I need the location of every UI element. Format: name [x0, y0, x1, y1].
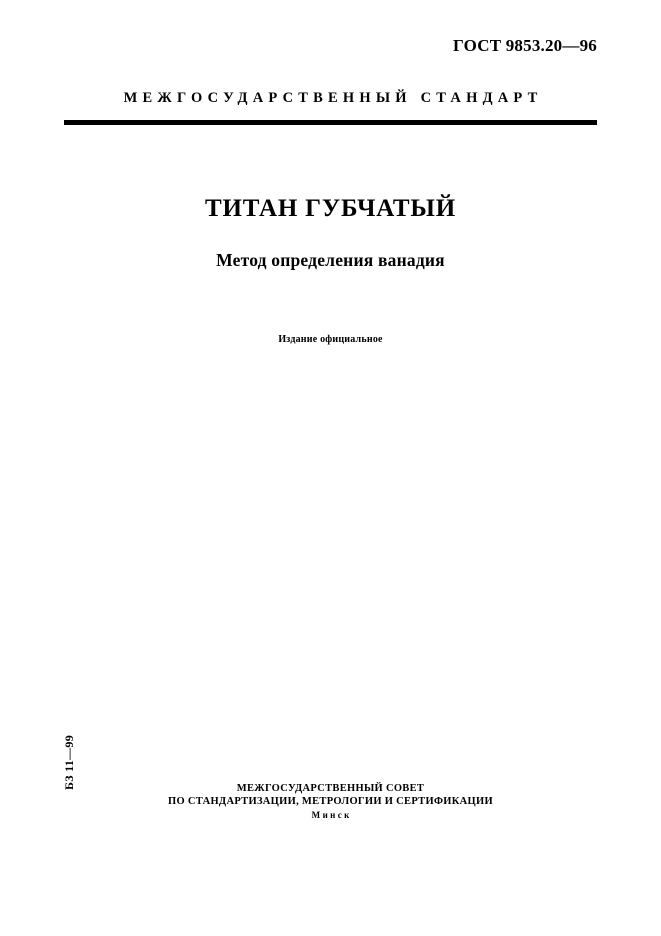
official-edition-note: Издание официальное	[278, 334, 383, 345]
page-subtitle: Метод определения ванадия	[216, 250, 445, 270]
header-divider-rule	[64, 120, 597, 125]
standard-number: ГОСТ 9853.20—96	[453, 36, 597, 55]
footer-organization-line-1: МЕЖГОСУДАРСТВЕННЫЙ СОВЕТ	[236, 783, 425, 794]
footer-organization-line-2: ПО СТАНДАРТИЗАЦИИ, МЕТРОЛОГИИ И СЕРТИФИКАЦИИ	[168, 796, 493, 807]
side-code-text: БЗ 11—99	[62, 734, 76, 790]
standard-category-line: МЕЖГОСУДАРСТВЕННЫЙ СТАНДАРТ	[123, 90, 543, 106]
side-code-block	[62, 700, 80, 790]
page-title: ТИТАН ГУБЧАТЫЙ	[205, 195, 456, 222]
footer-block	[64, 782, 597, 822]
footer-city: Минск	[311, 810, 352, 820]
